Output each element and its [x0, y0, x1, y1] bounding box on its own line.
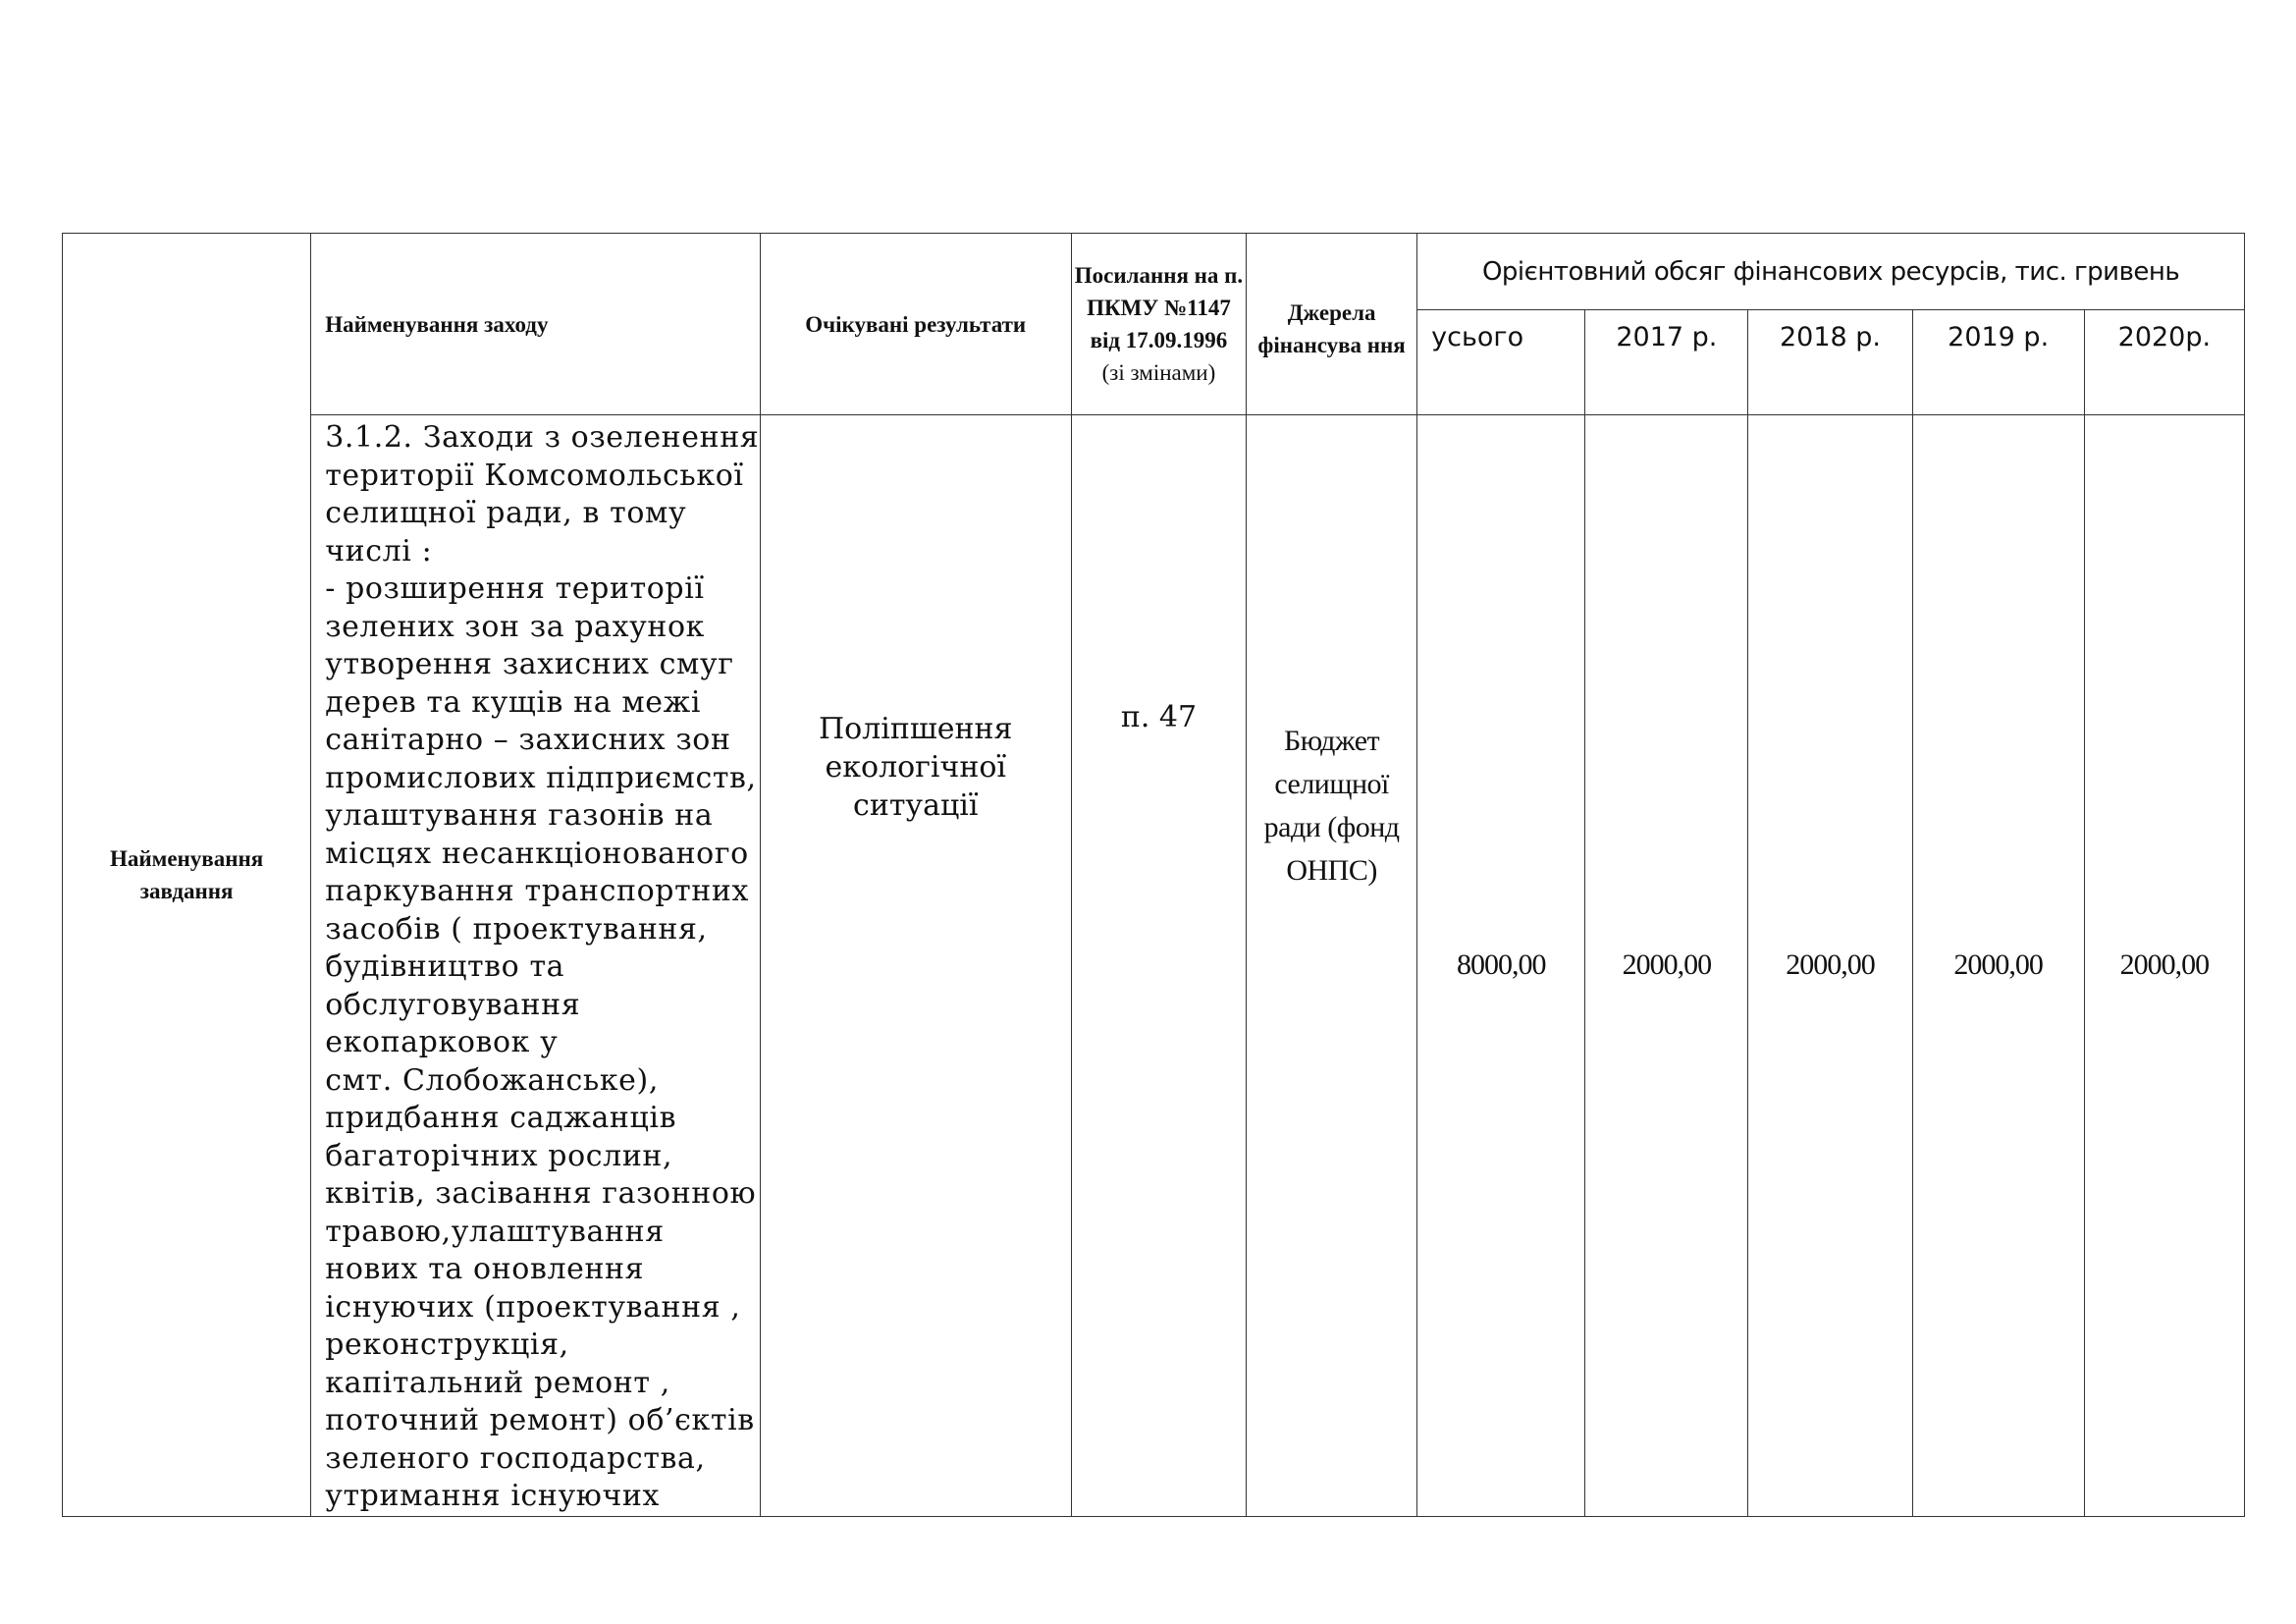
header-measure-name: Найменування заходу — [311, 234, 760, 415]
funding-source-cell: Бюджет селищної ради (фонд ОНПС) — [1247, 415, 1417, 1517]
header-2020: 2020р. — [2084, 310, 2244, 415]
header-reference: Посилання на п. ПКМУ №1147 від 17.09.1996 (зі змінами) — [1071, 234, 1246, 415]
header-reference-note: (зі змінами) — [1101, 360, 1216, 385]
amount-total-cell: 8000,00 — [1417, 415, 1585, 1517]
header-funding-sources: Джерела фінансува ння — [1247, 234, 1417, 415]
expected-result-cell: Поліпшення екологічної ситуації — [760, 415, 1071, 1517]
amount-2017-cell: 2000,00 — [1585, 415, 1748, 1517]
header-2017: 2017 р. — [1585, 310, 1748, 415]
measure-cell: 3.1.2. Заходи з озеленення території Комсомольської селищної ради, в тому числі : - розширення території зелених зон за рахунок утворення захисних смуг дерев та кущів на межі санітарно – захисних зон промислових підприємств, улаштування газонів на місцях несанкціонованого паркування транспортних засобів ( проектування, будівництво та обслуговування екопарковок у смт. Слобожанське), придбання саджанців багаторічних рослин, квітів, засівання газонною травою,улаштування нових та оновлення існуючих (проектування , реконструкція, капітальний ремонт , поточний ремонт) об’єктів зеленого господарства, утримання існуючих — [311, 415, 760, 1517]
program-table — [62, 233, 2245, 1517]
header-expected-results: Очікувані результати — [760, 234, 1071, 415]
amount-2019-cell: 2000,00 — [1912, 415, 2084, 1517]
header-task-name: Найменування завдання — [63, 234, 311, 1517]
header-2018: 2018 р. — [1748, 310, 1912, 415]
header-2019: 2019 р. — [1912, 310, 2084, 415]
reference-cell: п. 47 — [1071, 415, 1246, 1517]
header-financial-volume: Орієнтовний обсяг фінансових ресурсів, тис. гривень — [1417, 234, 2245, 310]
amount-2020-cell: 2000,00 — [2084, 415, 2244, 1517]
amount-2018-cell: 2000,00 — [1748, 415, 1912, 1517]
header-total: усього — [1417, 310, 1585, 415]
